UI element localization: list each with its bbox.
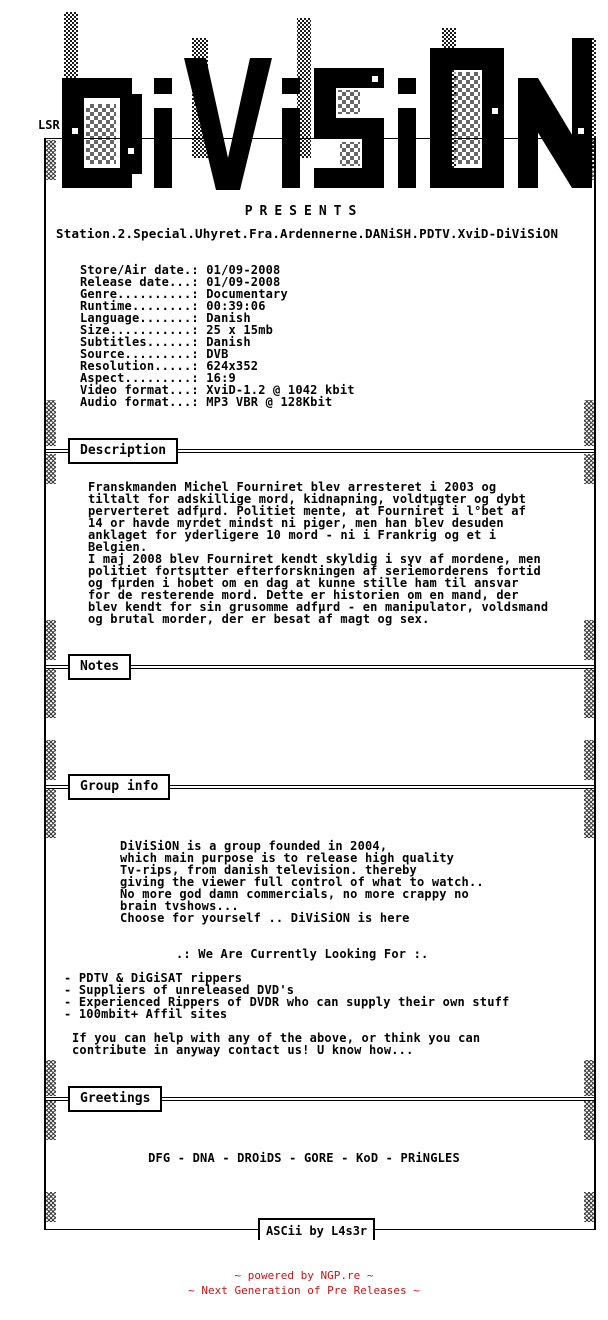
contact-text bbox=[72, 1032, 480, 1056]
list-item: - PDTV & DiGiSAT rippers bbox=[64, 971, 243, 985]
description-line: I maj 2008 blev Fourniret kendt skyldig i syv af mordene, men bbox=[88, 552, 541, 566]
looking-for-title: .: We Are Currently Looking For :. bbox=[176, 947, 429, 961]
info-line: Store/Air date.: 01/09-2008 bbox=[80, 263, 281, 277]
info-line: Genre..........: Documentary bbox=[80, 287, 288, 301]
footer bbox=[0, 1268, 608, 1298]
description-line: politiet fortsµtter efterforskningen af seriemorderens fortid bbox=[88, 564, 541, 578]
info-line: Video format...: XviD-1.2 @ 1042 kbit bbox=[80, 383, 355, 397]
release-name: Station.2.Special.Uhyret.Fra.Ardennerne.DANiSH.PDTV.XviD-DiViSiON bbox=[56, 226, 559, 241]
info-line: Subtitles......: Danish bbox=[80, 335, 251, 349]
info-line: Resolution.....: 624x352 bbox=[80, 359, 259, 373]
greetings-text: DFG - DNA - DROiDS - GORE - KoD - PRiNGLES bbox=[148, 1151, 460, 1165]
dither-decoration bbox=[46, 1100, 56, 1140]
group-info-line: brain tvshows... bbox=[120, 899, 239, 913]
description-line: Franskmanden Michel Fourniret blev arresteret i 2003 og bbox=[88, 480, 497, 494]
footer-tagline: ~ Next Generation of Pre Releases ~ bbox=[188, 1284, 420, 1297]
group-info-line: Choose for yourself .. DiViSiON is here bbox=[120, 911, 410, 925]
dither-decoration bbox=[46, 788, 56, 838]
list-item: - 100mbit+ Affil sites bbox=[64, 1007, 228, 1021]
dither-decoration bbox=[584, 454, 594, 484]
description-line: 14 or havde myrdet mindst ni piger, men han blev desuden bbox=[88, 516, 504, 530]
dither-decoration bbox=[46, 454, 56, 484]
dither-decoration bbox=[46, 400, 56, 446]
description-line: tiltalt for adskillige mord, kidnapning, voldtµgter og dybt bbox=[88, 492, 527, 506]
info-line: Runtime........: 00:39:06 bbox=[80, 299, 266, 313]
description-line: for de resterende mord. Dette er historien om en mand, der bbox=[88, 588, 519, 602]
info-line: Language.......: Danish bbox=[80, 311, 251, 325]
division-logo bbox=[42, 8, 602, 196]
section-label-description: Description bbox=[68, 438, 178, 464]
description-line: blev kendt for sin grusomme adfµrd - en manipulator, voldsmand bbox=[88, 600, 549, 614]
looking-for-list bbox=[64, 972, 509, 1020]
group-info-line: giving the viewer full control of what to watch.. bbox=[120, 875, 484, 889]
dither-decoration bbox=[46, 620, 56, 660]
description-text bbox=[88, 481, 548, 625]
section-label-notes: Notes bbox=[68, 654, 131, 680]
ascii-tag: LSR bbox=[38, 118, 60, 132]
dither-decoration bbox=[584, 1100, 594, 1140]
description-line: Belgien. bbox=[88, 540, 148, 554]
dither-decoration bbox=[584, 668, 594, 718]
info-line: Audio format...: MP3 VBR @ 128Kbit bbox=[80, 395, 333, 409]
dither-decoration bbox=[584, 620, 594, 660]
description-line: anklaget for yderligere 10 mord - ni i Frankrig og et i bbox=[88, 528, 497, 542]
dither-decoration bbox=[584, 1060, 594, 1096]
group-info-line: Tv-rips, from danish television. thereby bbox=[120, 863, 417, 877]
frame-right bbox=[594, 138, 596, 1230]
dither-decoration bbox=[584, 400, 594, 446]
release-info bbox=[80, 264, 355, 408]
frame-top bbox=[44, 138, 596, 139]
description-line: perverteret adfµrd. Politiet mente, at Fourniret i l°bet af bbox=[88, 504, 527, 518]
section-label-greetings: Greetings bbox=[68, 1086, 162, 1112]
list-item: - Suppliers of unreleased DVD's bbox=[64, 983, 295, 997]
dither-decoration bbox=[46, 1192, 56, 1222]
contact-line: If you can help with any of the above, or think you can bbox=[72, 1031, 481, 1045]
list-item: - Experienced Rippers of DVDR who can supply their own stuff bbox=[64, 995, 510, 1009]
dither-decoration bbox=[584, 788, 594, 838]
group-info-line: DiViSiON is a group founded in 2004, bbox=[120, 839, 388, 853]
info-line: Release date...: 01/09-2008 bbox=[80, 275, 281, 289]
info-line: Aspect.........: 16:9 bbox=[80, 371, 236, 385]
dither-decoration bbox=[584, 740, 594, 780]
dither-decoration bbox=[584, 140, 594, 180]
dither-decoration bbox=[46, 140, 56, 180]
dither-decoration bbox=[46, 740, 56, 780]
group-info-line: which main purpose is to release high quality bbox=[120, 851, 455, 865]
info-line: Size...........: 25 x 15mb bbox=[80, 323, 274, 337]
description-line: og fµrden i hobet om en dag at kunne stille ham til ansvar bbox=[88, 576, 519, 590]
dither-decoration bbox=[46, 668, 56, 718]
section-label-group-info: Group info bbox=[68, 774, 170, 800]
footer-powered-by: ~ powered by NGP.re ~ bbox=[234, 1269, 374, 1282]
description-line: og brutal morder, der er besat af magt og sex. bbox=[88, 612, 430, 626]
group-info-line: No more god damn commercials, no more crappy no bbox=[120, 887, 469, 901]
info-line: Source.........: DVB bbox=[80, 347, 229, 361]
contact-line: contribute in anyway contact us! U know how... bbox=[72, 1043, 414, 1057]
group-info-text bbox=[120, 840, 484, 924]
presents-heading: PRESENTS bbox=[244, 204, 364, 219]
dither-decoration bbox=[46, 1060, 56, 1096]
dither-decoration bbox=[584, 1192, 594, 1222]
ascii-credit: ASCii by L4s3r bbox=[258, 1218, 375, 1240]
